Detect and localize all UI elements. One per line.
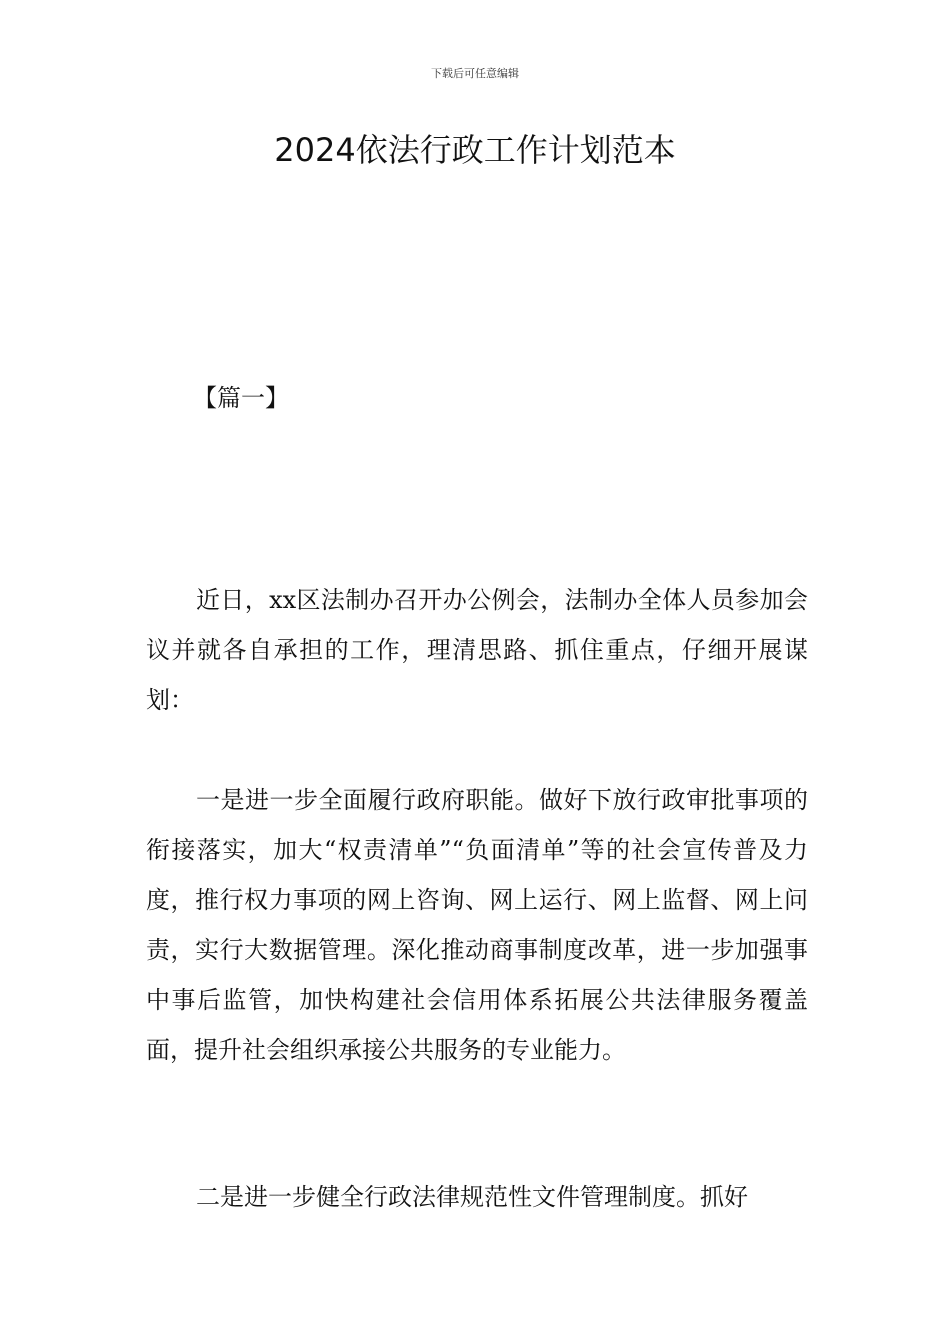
header-note: 下载后可任意编辑 — [431, 67, 519, 80]
paragraph-intro: 近日，xx区法制办召开办公例会，法制办全体人员参加会议并就各自承担的工作，理清思路、抓住重点，仔细开展谋划： — [146, 586, 808, 714]
section-label: 【篇一】 — [193, 384, 289, 412]
document-title: 2024依法行政工作计划范本 — [274, 131, 676, 169]
paragraph-item-one: 一是进一步全面履行政府职能。做好下放行政审批事项的衔接落实，加大“权责清单”“负面清单”等的社会宣传普及力度，推行权力事项的网上咨询、网上运行、网上监督、网上问责，实行大数据管理。深化推动商事制度改革，进一步加强事中事后监管，加快构建社会信用体系拓展公共法律服务覆盖面，提升社会组织承接公共服务的专业能力。 — [146, 786, 808, 1064]
paragraph-item-two: 二是进一步健全行政法律规范性文件管理制度。抓好 — [196, 1183, 748, 1211]
